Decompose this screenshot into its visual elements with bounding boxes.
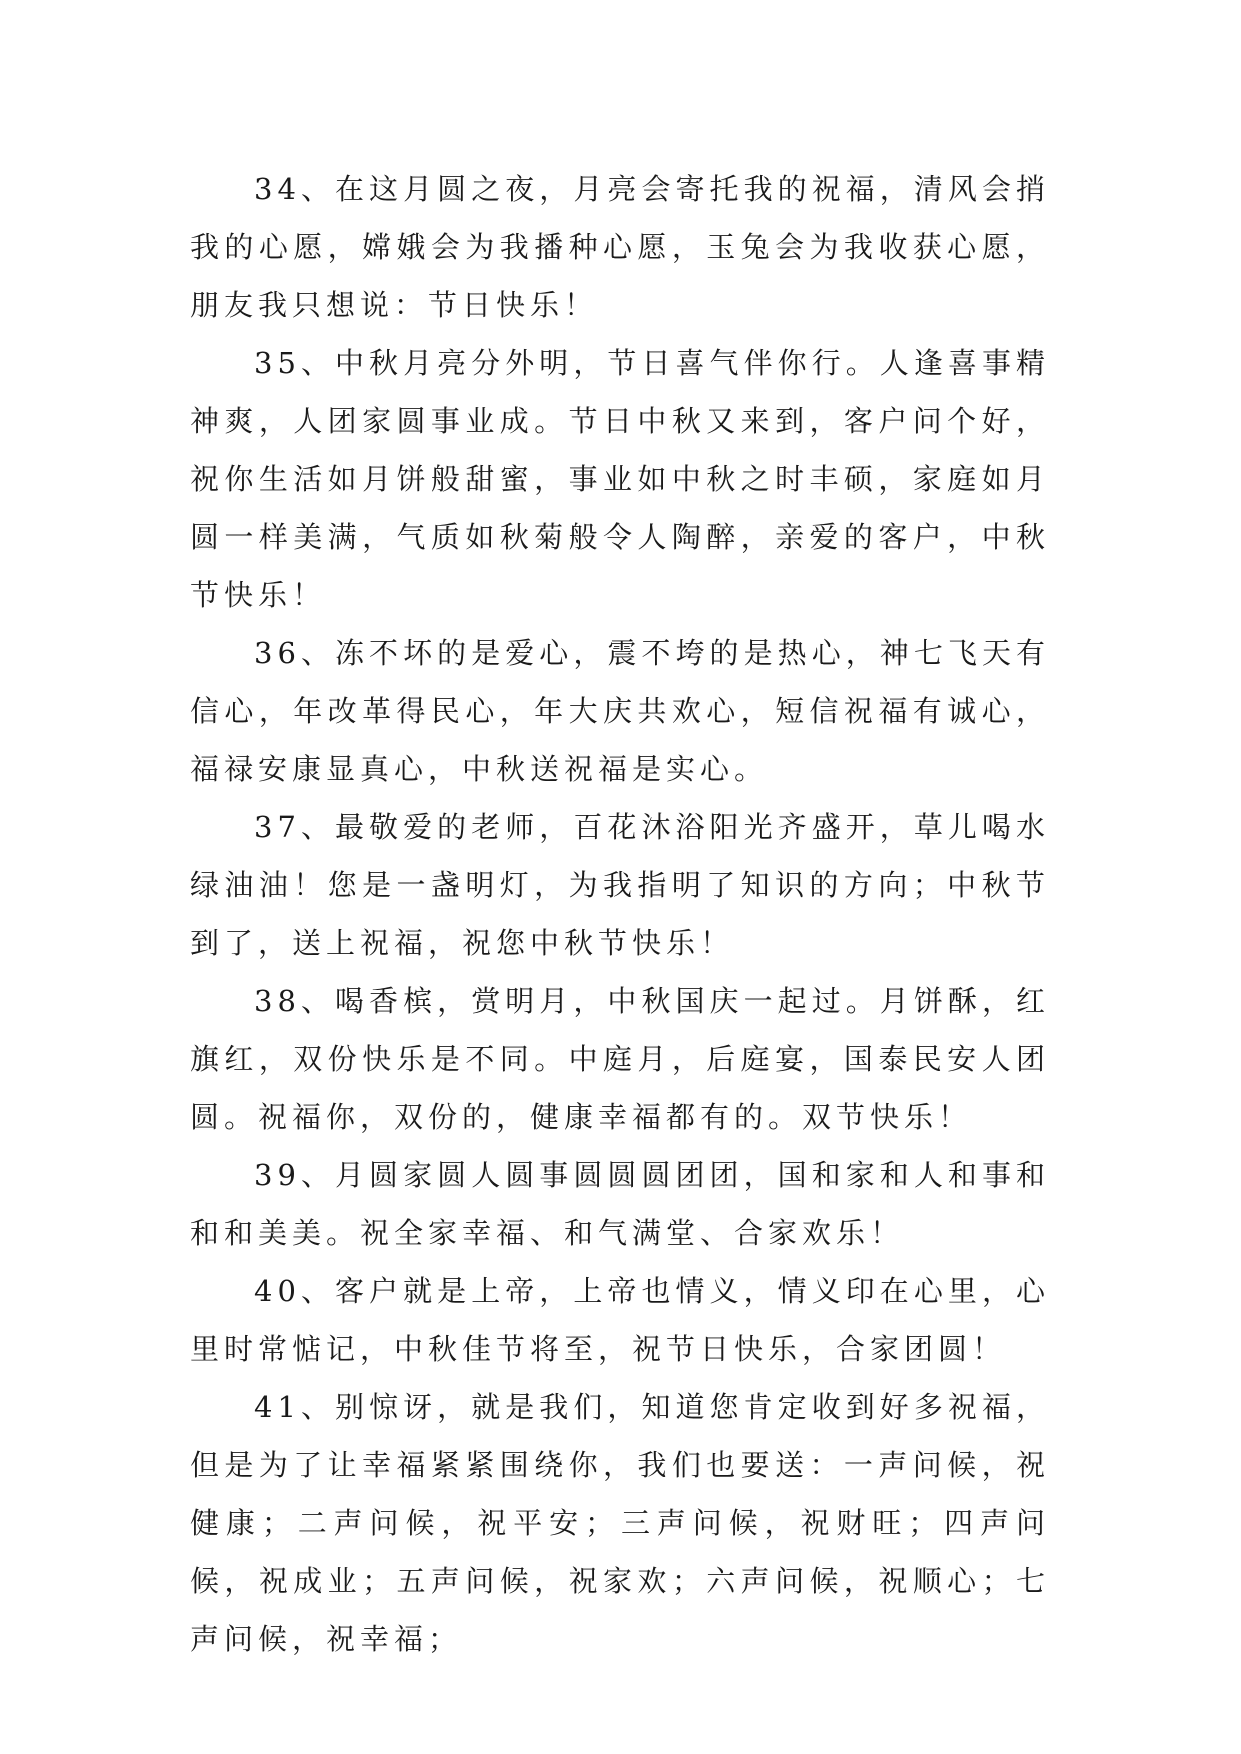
paragraph-37: 37、最敬爱的老师，百花沐浴阳光齐盛开，草儿喝水绿油油！您是一盏明灯，为我指明了知识的方向；中秋节到了，送上祝福，祝您中秋节快乐！ (190, 810, 1050, 960)
paragraph-36: 36、冻不坏的是爱心，震不垮的是热心，神七飞天有信心，年改革得民心，年大庆共欢心，短信祝福有诚心，福禄安康显真心，中秋送祝福是实心。 (190, 636, 1050, 786)
document-body (190, 160, 1050, 1668)
paragraph-35: 35、中秋月亮分外明，节日喜气伴你行。人逢喜事精神爽，人团家圆事业成。节日中秋又来到，客户问个好，祝你生活如月饼般甜蜜，事业如中秋之时丰硕，家庭如月圆一样美满，气质如秋菊般令人陶醉，亲爱的客户，中秋节快乐！ (190, 346, 1050, 612)
paragraph-38: 38、喝香槟，赏明月，中秋国庆一起过。月饼酥，红旗红，双份快乐是不同。中庭月，后庭宴，国泰民安人团圆。祝福你，双份的，健康幸福都有的。双节快乐！ (190, 984, 1050, 1134)
paragraph-34: 34、在这月圆之夜，月亮会寄托我的祝福，清风会捎我的心愿，嫦娥会为我播种心愿，玉兔会为我收获心愿，朋友我只想说：节日快乐！ (190, 172, 1050, 322)
paragraph-40: 40、客户就是上帝，上帝也情义，情义印在心里，心里时常惦记，中秋佳节将至，祝节日快乐，合家团圆！ (190, 1274, 1050, 1366)
paragraph-41: 41、别惊讶，就是我们，知道您肯定收到好多祝福，但是为了让幸福紧紧围绕你，我们也要送：一声问候，祝健康；二声问候，祝平安；三声问候，祝财旺；四声问候，祝成业；五声问候，祝家欢；六声问候，祝顺心；七声问候，祝幸福； (190, 1390, 1050, 1656)
paragraph-39: 39、月圆家圆人圆事圆圆圆团团，国和家和人和事和和和美美。祝全家幸福、和气满堂、合家欢乐！ (190, 1158, 1050, 1250)
